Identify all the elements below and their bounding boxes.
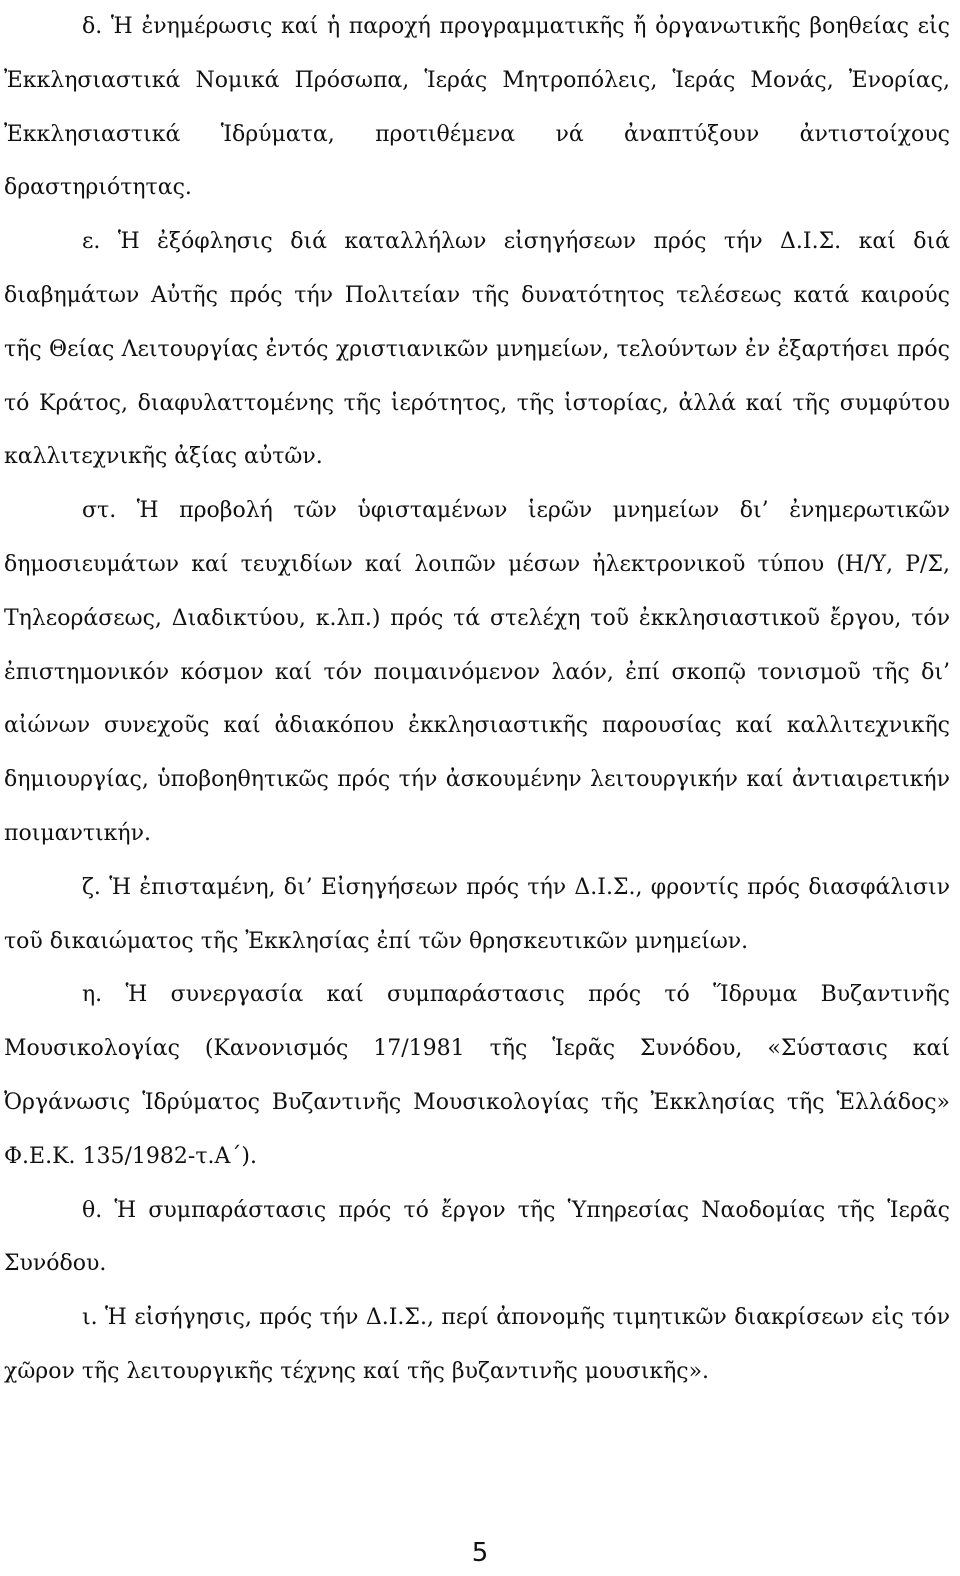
paragraph-theta: θ. Ἡ συμπαράστασις πρός τό ἔργον τῆς Ὑπηρεσίας Ναοδομίας τῆς Ἱερᾶς Συνόδου.	[4, 1197, 950, 1277]
paragraph-iota: ι. Ἡ εἰσήγησις, πρός τήν Δ.Ι.Σ., περί ἀπονομῆς τιμητικῶν διακρίσεων εἰς τόν χῶρον τῆς λειτουργικῆς τέχνης καί τῆς βυζαντινῆς μουσικῆς».	[4, 1305, 950, 1384]
paragraph-epsilon: ε. Ἡ ἐξόφλησις διά καταλλήλων εἰσηγήσεων πρός τήν Δ.Ι.Σ. καί διά διαβημάτων Αὐτῆς πρός τήν Πολιτείαν τῆς δυνατότητος τελέσεως κατά καιρούς τῆς Θείας Λειτουργίας ἐντός χριστιανικῶν μνημείων, τελούντων ἐν ἐξαρτήσει πρός τό Κράτος, διαφυλαττομένης τῆς ἱερότητος, τῆς ἱστορίας, ἀλλά καί τῆς συμφύτου καλλιτεχνικῆς ἀξίας αὐτῶν.	[4, 229, 950, 470]
paragraph-delta: δ. Ἡ ἐνημέρωσις καί ἡ παροχή προγραμματικῆς ἤ ὀργανωτικῆς βοηθείας εἰς Ἐκκλησιαστικά Νομικά Πρόσωπα, Ἱεράς Μητροπόλεις, Ἱεράς Μονάς, Ἐνορίας, Ἐκκλησιαστικά Ἱδρύματα, προτιθέμενα νά ἀναπτύξουν ἀντιστοίχους δραστηριότητας.	[4, 14, 950, 201]
document-body	[4, 0, 950, 1399]
paragraph-eta: η. Ἡ συνεργασία καί συμπαράστασις πρός τό Ἵδρυμα Βυζαντινῆς Μουσικολογίας (Κανονισμός 17/1981 τῆς Ἱερᾶς Συνόδου, «Σύστασις καί Ὀργάνωσις Ἱδρύματος Βυζαντινῆς Μουσικολογίας τῆς Ἐκκλησίας τῆς Ἑλλάδος» Φ.Ε.Κ. 135/1982-τ.Α΄).	[4, 982, 950, 1169]
paragraph-stigma: στ. Ἡ προβολή τῶν ὑφισταμένων ἱερῶν μνημείων δι’ ἐνημερωτικῶν δημοσιευμάτων καί τευχιδίων καί λοιπῶν μέσων ἠλεκτρονικοῦ τύπου (Η/Υ, Ρ/Σ, Τηλεοράσεως, Διαδικτύου, κ.λπ.) πρός τά στελέχη τοῦ ἐκκλησιαστικοῦ ἔργου, τόν ἐπιστημονικόν κόσμον καί τόν ποιμαινόμενον λαόν, ἐπί σκοπῷ τονισμοῦ τῆς δι’ αἰώνων συνεχοῦς καί ἀδιακόπου ἐκκλησιαστικῆς παρουσίας καί καλλιτεχνικῆς δημιουργίας, ὑποβοηθητικῶς πρός τήν ἀσκουμένην λειτουργικήν καί ἀντιαιρετικήν ποιμαντικήν.	[4, 498, 950, 846]
page-number: 5	[471, 1538, 489, 1568]
paragraph-zeta: ζ. Ἡ ἐπισταμένη, δι’ Εἰσηγήσεων πρός τήν Δ.Ι.Σ., φροντίς πρός διασφάλισιν τοῦ δικαιώματος τῆς Ἐκκλησίας ἐπί τῶν θρησκευτικῶν μνημείων.	[4, 874, 950, 954]
